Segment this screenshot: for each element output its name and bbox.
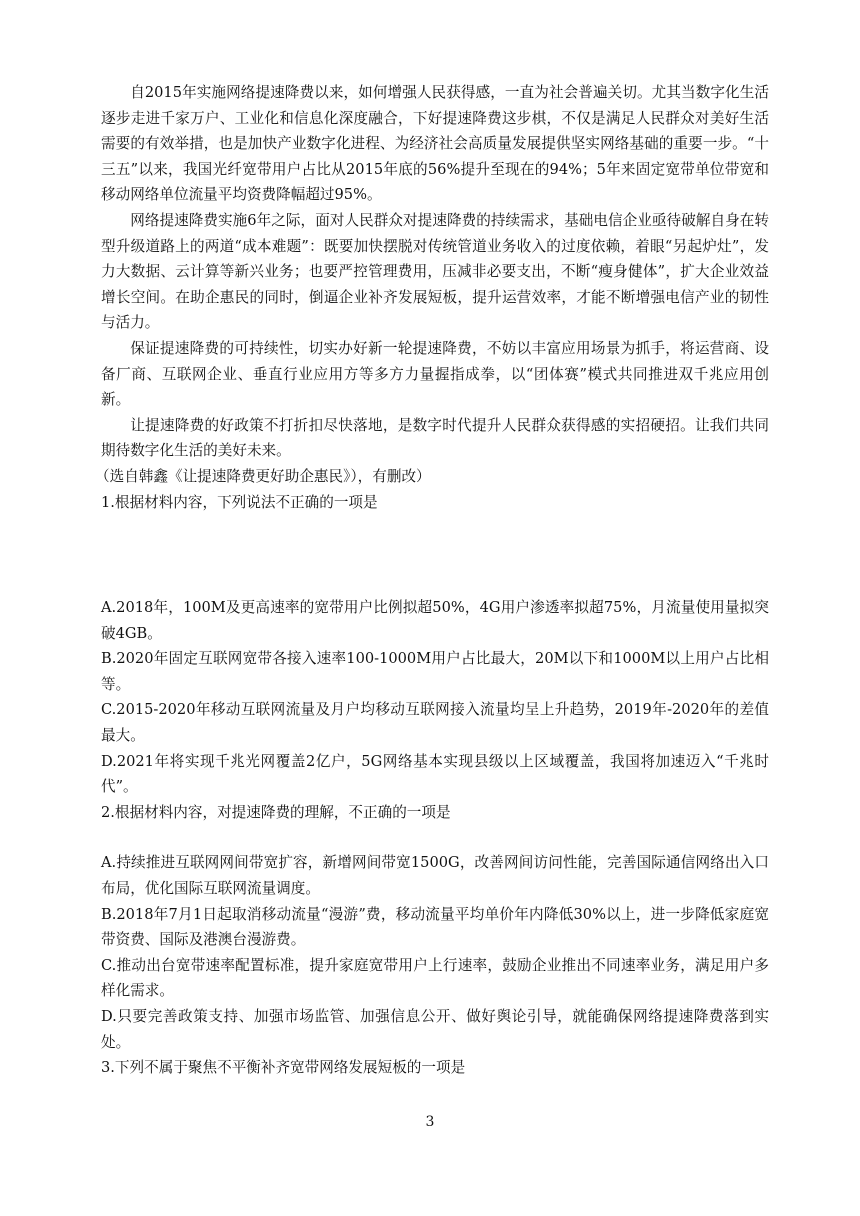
article-paragraph-3: 保证提速降费的可持续性，切实办好新一轮提速降费，不妨以丰富应用场景为抓手，将运营商、设备厂商、互联网企业、垂直行业应用方等多方力量握指成拳，以“团体赛”模式共同推进双千兆应用创新。: [101, 339, 769, 409]
question-2-option-a: A.持续推进互联网网间带宽扩容，新增网间带宽1500G，改善网间访问性能，完善国际通信网络出入口布局，优化国际互联网流量调度。: [101, 854, 769, 898]
question-2-option-d: D.只要完善政策支持、加强市场监管、加强信息公开、做好舆论引导，就能确保网络提速降费落到实处。: [101, 1008, 769, 1051]
question-3-stem: 3.下列不属于聚焦不平衡补齐宽带网络发展短板的一项是: [101, 1059, 466, 1077]
page-number: 3: [425, 1114, 435, 1130]
question-2-option-b: B.2018年7月1日起取消移动流量“漫游”费，移动流量平均单价年内降低30%以上，进一步降低家庭宽带资费、国际及港澳台漫游费。: [101, 905, 769, 949]
question-1-option-d: D.2021年将实现千兆光网覆盖2亿户，5G网络基本实现县级以上区域覆盖，我国将加速迈入“千兆时代”。: [101, 752, 769, 796]
document-body: [95, 80, 769, 1081]
question-1-option-b: B.2020年固定互联网宽带各接入速率100-1000M用户占比最大，20M以下和1000M以上用户占比相等。: [101, 650, 769, 693]
question-2-stem: 2.根据材料内容，对提速降费的理解，不正确的一项是: [101, 803, 451, 821]
article-source: （选自韩鑫《让提速降费更好助企惠民》），有删改）: [95, 467, 431, 485]
blank-space: [101, 825, 769, 850]
question-1-stem: 1.根据材料内容，下列说法不正确的一项是: [101, 493, 378, 511]
question-1-option-c: C.2015-2020年移动互联网流量及月户均移动互联网接入流量均呈上升趋势，2019年-2020年的差值最大。: [101, 701, 769, 745]
article-paragraph-1: 自2015年实施网络提速降费以来，如何增强人民获得感，一直为社会普遍关切。尤其当数字化生活逐步走进千家万户、工业化和信息化深度融合，下好提速降费这步棋，不仅是满足人民群众对美好生活需要的有效举措，也是加快产业数字化进程、为经济社会高质量发展提供坚实网络基础的重要一步。“十三五”以来，我国光纤宽带用户占比从2015年底的56%提升至现在的94%；5年来固定宽带单位带宽和移动网络单位流量平均资费降幅超过95%。: [101, 84, 769, 204]
article-paragraph-2: 网络提速降费实施6年之际，面对人民群众对提速降费的持续需求，基础电信企业亟待破解自身在转型升级道路上的两道“成本难题”：既要加快摆脱对传统管道业务收入的过度依赖，着眼“另起炉灶”，发力大数据、云计算等新兴业务；也要严控管理费用，压减非必要支出，不断“瘦身健体”，扩大企业效益增长空间。在助企惠民的同时，倒逼企业补齐发展短板，提升运营效率，才能不断增强电信产业的韧性与活力。: [101, 211, 769, 332]
article-paragraph-4: 让提速降费的好政策不打折扣尽快落地，是数字时代提升人民群众获得感的实招硬招。让我们共同期待数字化生活的美好未来。: [101, 416, 769, 460]
question-2-option-c: C.推动出台宽带速率配置标准，提升家庭宽带用户上行速率，鼓励企业推出不同速率业务，满足用户多样化需求。: [101, 956, 769, 1000]
question-1-option-a: A.2018年，100M及更高速率的宽带用户比例拟超50%，4G用户渗透率拟超75%，月流量使用量拟突破4GB。: [101, 599, 769, 642]
blank-space: [101, 515, 769, 595]
